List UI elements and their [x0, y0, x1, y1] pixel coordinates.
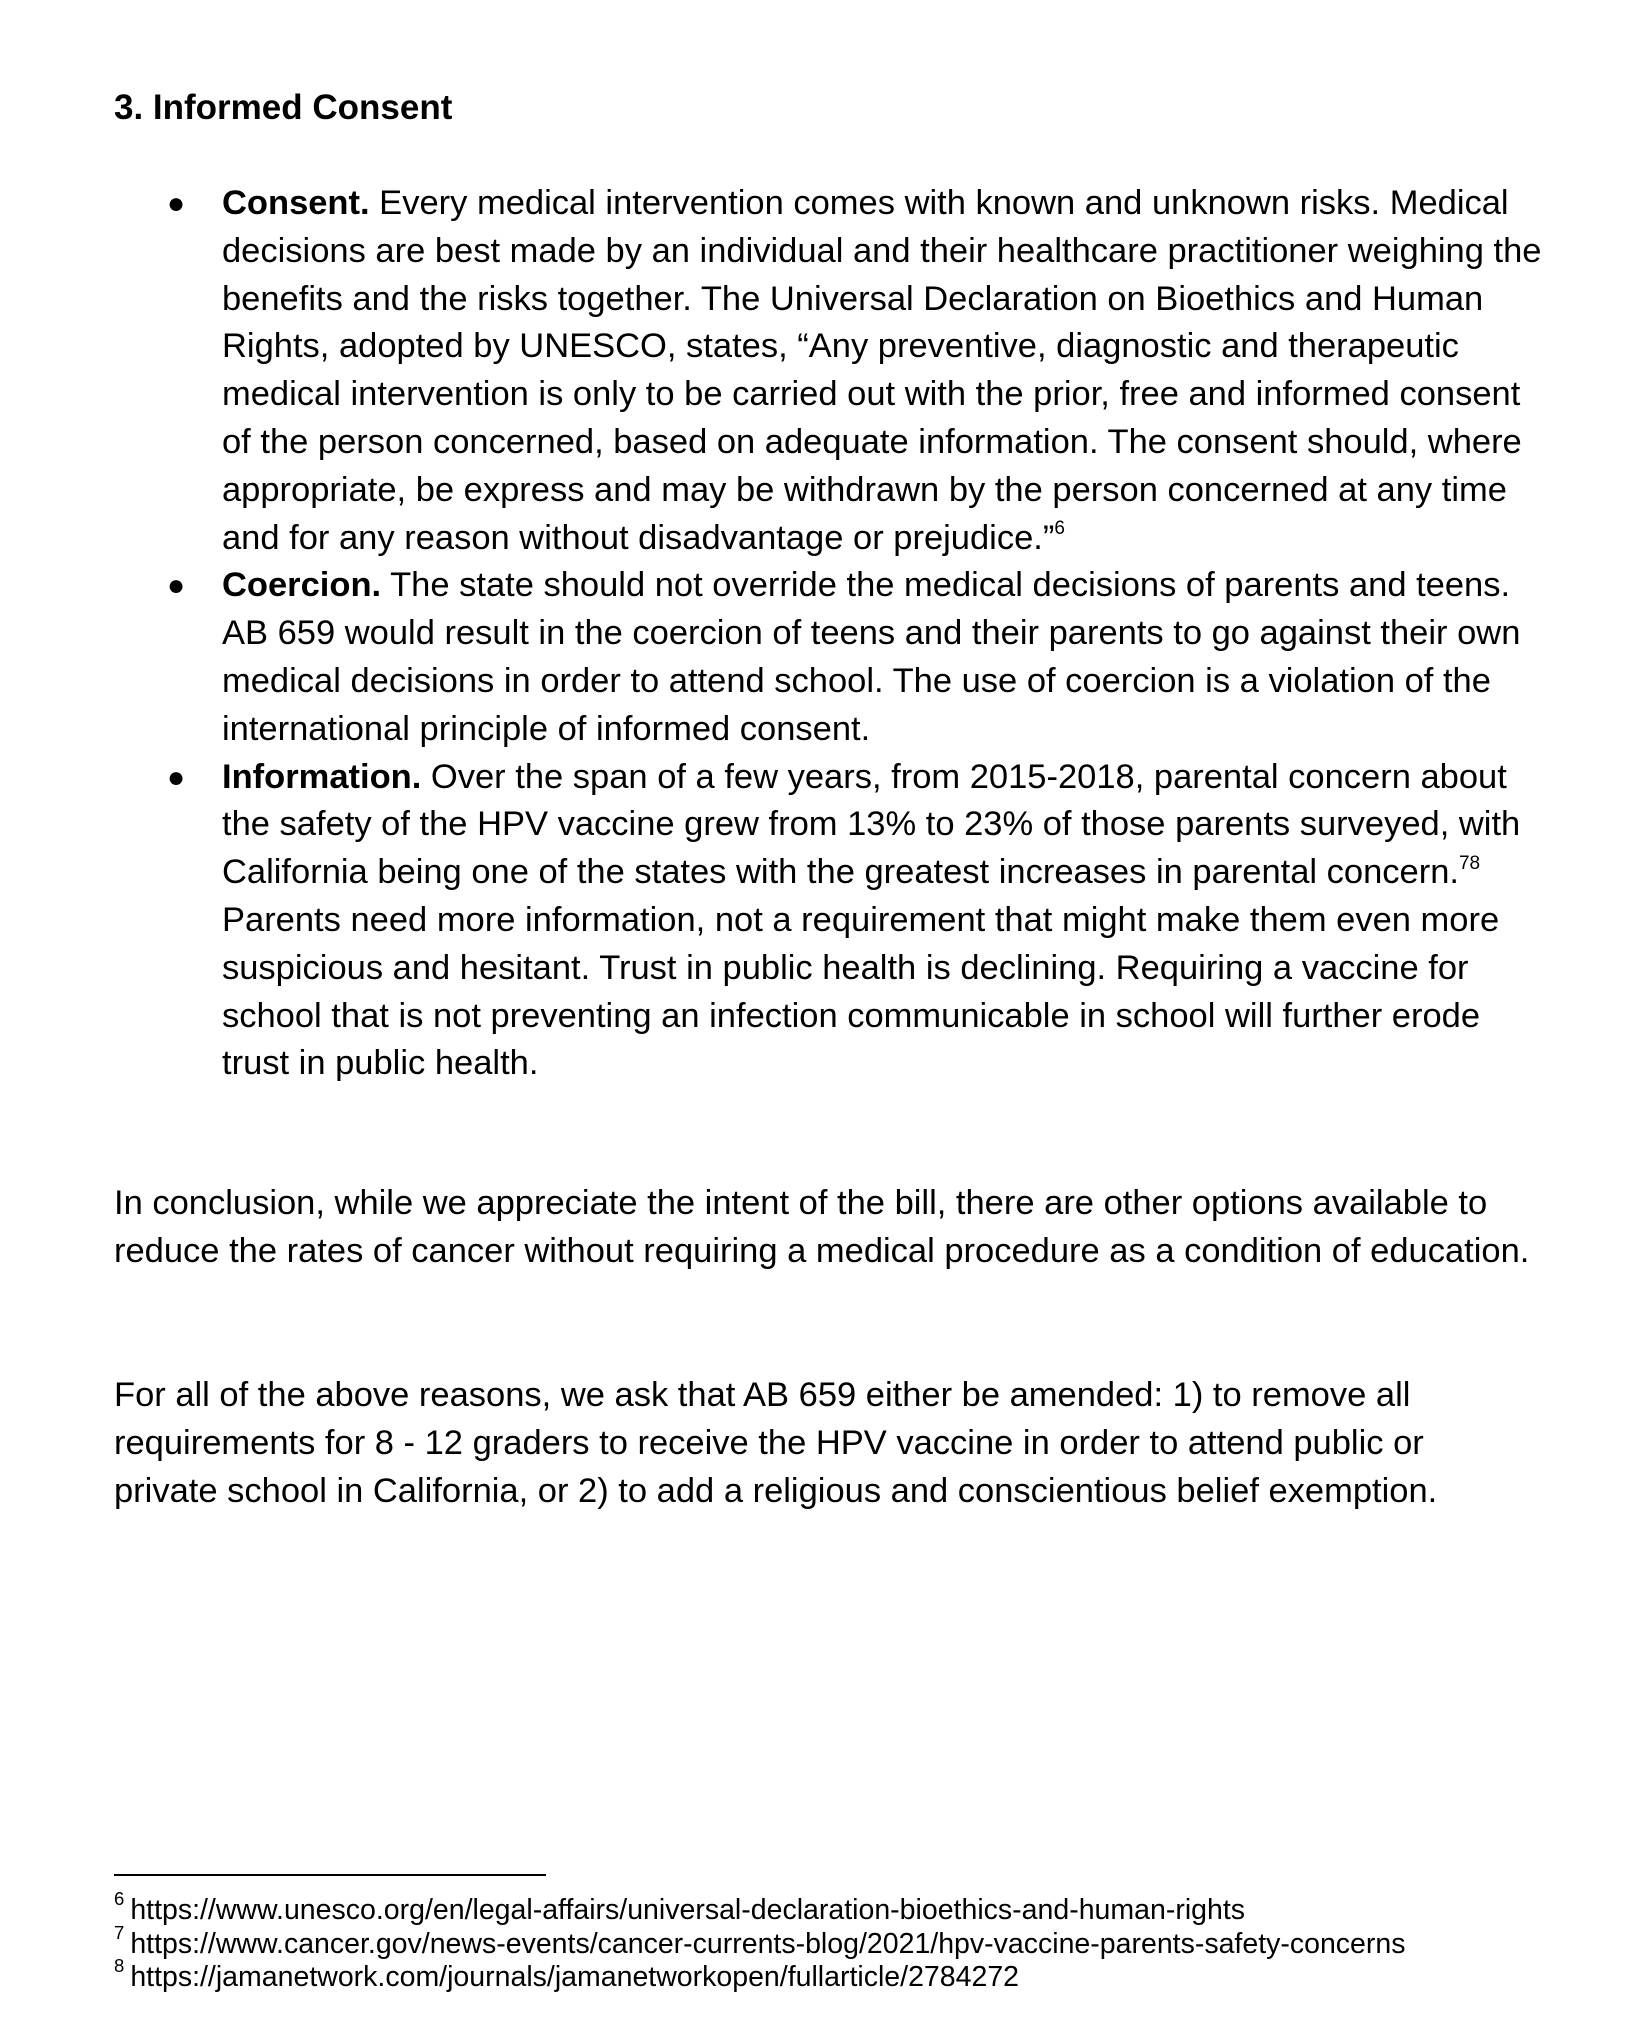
bullet-lead: Consent.: [222, 184, 370, 222]
footnote-divider: [114, 1874, 546, 1876]
bullet-text-continued: Parents need more information, not a requirement that might make them even more suspicious and hesitant. Trust in public health is declining. Requiring a vaccine for school that is not preventing an infection communicable in school will further erode trust in public health.: [222, 853, 1509, 1083]
bullet-lead: Information.: [222, 757, 422, 796]
footnote-ref[interactable]: 78: [1458, 852, 1481, 874]
footnotes: [114, 1888, 1406, 1995]
footnote-7: [114, 1921, 1406, 1962]
bullet-dot-icon: ●: [167, 569, 186, 603]
footnote-number: 7: [114, 1921, 125, 1943]
footnote-number: 6: [114, 1888, 125, 1910]
footnote-link[interactable]: https://jamanetwork.com/journals/jamanetworkopen/fullarticle/2784272: [130, 1961, 1020, 1994]
bullet-consent: [167, 180, 1542, 562]
conclusion-paragraph: In conclusion, while we appreciate the intent of the bill, there are other options available to reduce the rates of cancer without requiring a medical procedure as a condition of education.: [114, 1184, 1530, 1270]
footnote-link[interactable]: https://www.cancer.gov/news-events/cancer-currents-blog/2021/hpv-vaccine-parents-safety-concerns: [130, 1927, 1406, 1960]
footnote-ref[interactable]: 6: [1054, 518, 1065, 540]
bullet-text: Over the span of a few years, from 2015-2018, parental concern about the safety of the HPV vaccine grew from 13% to 23% of those parents surveyed, with California being one of the states with the greatest increases in parental concern.: [222, 757, 1521, 892]
bullet-lead: Coercion.: [222, 566, 382, 605]
footnote-8: [114, 1955, 1406, 1995]
bullet-dot-icon: ●: [167, 760, 186, 794]
footnote-number: 8: [114, 1955, 125, 1977]
bullet-dot-icon: ●: [167, 187, 186, 220]
bullet-text: Every medical intervention comes with known and unknown risks. Medical decisions are best made by an individual and their healthcare practitioner weighing the benefits and the risks together. The Universal Declaration on Bioethics and Human Rights, adopted by UNESCO, states, “Any preventive, diagnostic and therapeutic medical intervention is only to be carried out with the prior, free and informed consent of the person concerned, based on adequate information. The consent should, where appropriate, be express and may be withdrawn by the person concerned at any time and for any reason without disadvantage or prejudice.”: [222, 184, 1542, 557]
section-heading: 3. Informed Consent: [114, 88, 453, 127]
bullet-list: [167, 180, 1542, 1088]
bullet-information: [167, 754, 1542, 1089]
footnote-6: [114, 1888, 1406, 1928]
request-paragraph: For all of the above reasons, we ask that AB 659 either be amended: 1) to remove all requirements for 8 - 12 graders to receive the HPV vaccine in order to attend public or private school in California, or 2) to add a religious and conscientious belief exemption.: [114, 1376, 1438, 1510]
bullet-text: The state should not override the medical decisions of parents and teens. AB 659 would result in the coercion of teens and their parents to go against their own medical decisions in order to attend school. The use of coercion is a violation of the international principle of informed consent.: [222, 566, 1521, 748]
bullet-coercion: [167, 562, 1542, 753]
footnote-link[interactable]: https://www.unesco.org/en/legal-affairs/universal-declaration-bioethics-and-human-rights: [130, 1894, 1246, 1926]
